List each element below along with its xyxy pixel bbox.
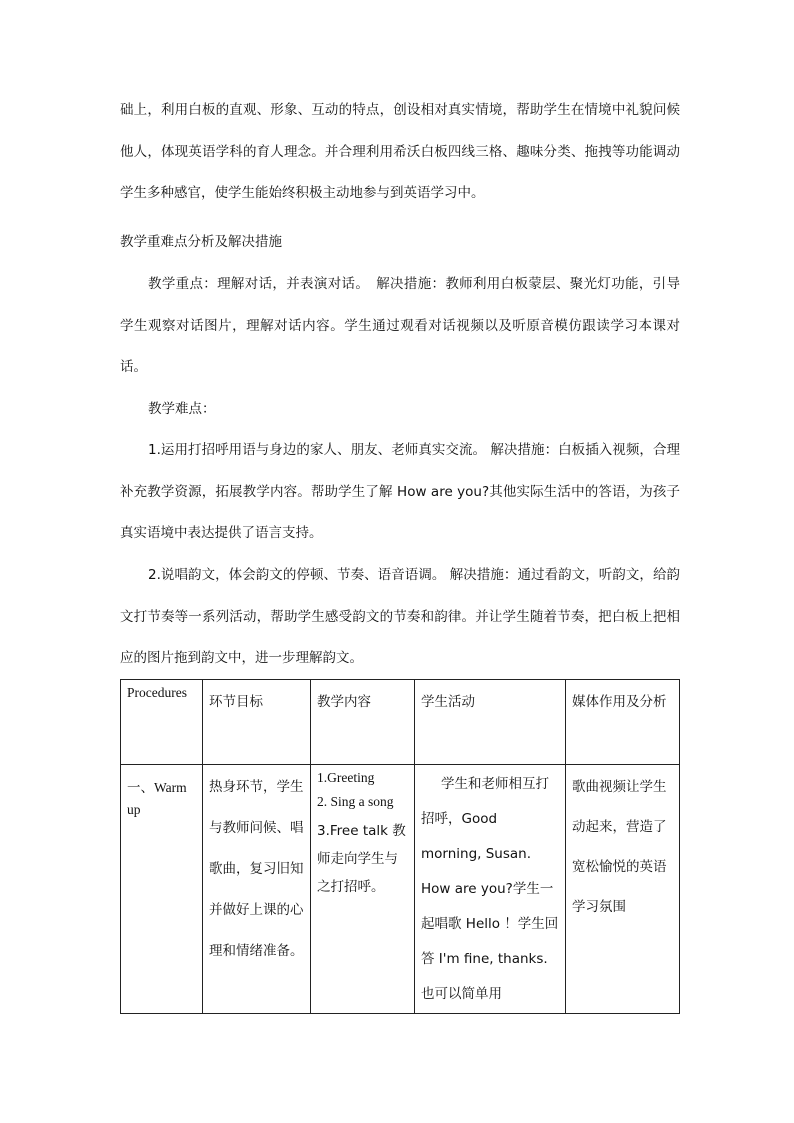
content-line-3: 3.Free talk 教师走向学生与之打招呼。: [317, 823, 406, 895]
header-activity: [415, 680, 566, 765]
cell-procedure: [121, 765, 203, 1014]
header-goal: [203, 680, 311, 765]
header-media-text: 媒体作用及分析: [572, 694, 667, 710]
cell-content: [311, 765, 415, 1014]
header-content: [311, 680, 415, 765]
header-content-text: 教学内容: [317, 694, 371, 710]
content-line-1: 1.Greeting: [317, 770, 375, 785]
table-row: [121, 765, 680, 1014]
cell-media: [566, 765, 680, 1014]
media-text: 歌曲视频让学生动起来，营造了宽松愉悦的英语学习氛围: [572, 779, 667, 915]
section-heading: 教学重难点分析及解决措施: [120, 234, 282, 250]
cell-activity: [415, 765, 566, 1014]
procedures-table: [120, 679, 680, 1014]
table-header-row: [121, 680, 680, 765]
intro-paragraph: 础上，利用白板的直观、形象、互动的特点，创设相对真实情境，帮助学生在情境中礼貌问候他人，体现英语学科的育人理念。并合理利用希沃白板四线三格、趣味分类、拖拽等功能调动学生多种感官，使学生能始终积极主动地参与到英语学习中。: [120, 102, 680, 201]
header-procedures-text: Procedures: [127, 685, 187, 700]
content-line-2: 2. Sing a song: [317, 794, 394, 809]
header-goal-text: 环节目标: [209, 694, 263, 710]
header-media: [566, 680, 680, 765]
goal-text: 热身环节，学生与教师问候、唱歌曲，复习旧知并做好上课的心理和情绪准备。: [209, 779, 304, 959]
difficulty-1-paragraph: 1.运用打招呼用语与身边的家人、朋友、老师真实交流。 解决措施：白板插入视频，合理补充教学资源，拓展教学内容。帮助学生了解 How are you?其他实际生活中的答语，为孩子真实语境中表达提供了语言支持。: [120, 442, 680, 541]
cell-goal: [203, 765, 311, 1014]
header-activity-text: 学生活动: [421, 694, 475, 710]
key-point-paragraph: 教学重点：理解对话，并表演对话。 解决措施：教师利用白板蒙层、聚光灯功能，引导学生观察对话图片，理解对话内容。学生通过观看对话视频以及听原音模仿跟读学习本课对话。: [120, 276, 680, 375]
difficulty-2-paragraph: 2.说唱韵文，体会韵文的停顿、节奏、语音语调。 解决措施：通过看韵文，听韵文，给韵文打节奏等一系列活动，帮助学生感受韵文的节奏和韵律。并让学生随着节奏，把白板上把相应的图片拖到韵文中，进一步理解韵文。: [120, 567, 680, 666]
activity-text: 学生和老师相互打招呼，Good morning, Susan. How are you?学生一起唱歌 Hello ！学生回答 I'm fine, thanks.也可以简单用: [421, 776, 559, 1002]
difficulty-label: 教学难点：: [148, 401, 216, 417]
header-procedures: [121, 680, 203, 765]
procedure-text: 一、Warm up: [127, 780, 187, 817]
